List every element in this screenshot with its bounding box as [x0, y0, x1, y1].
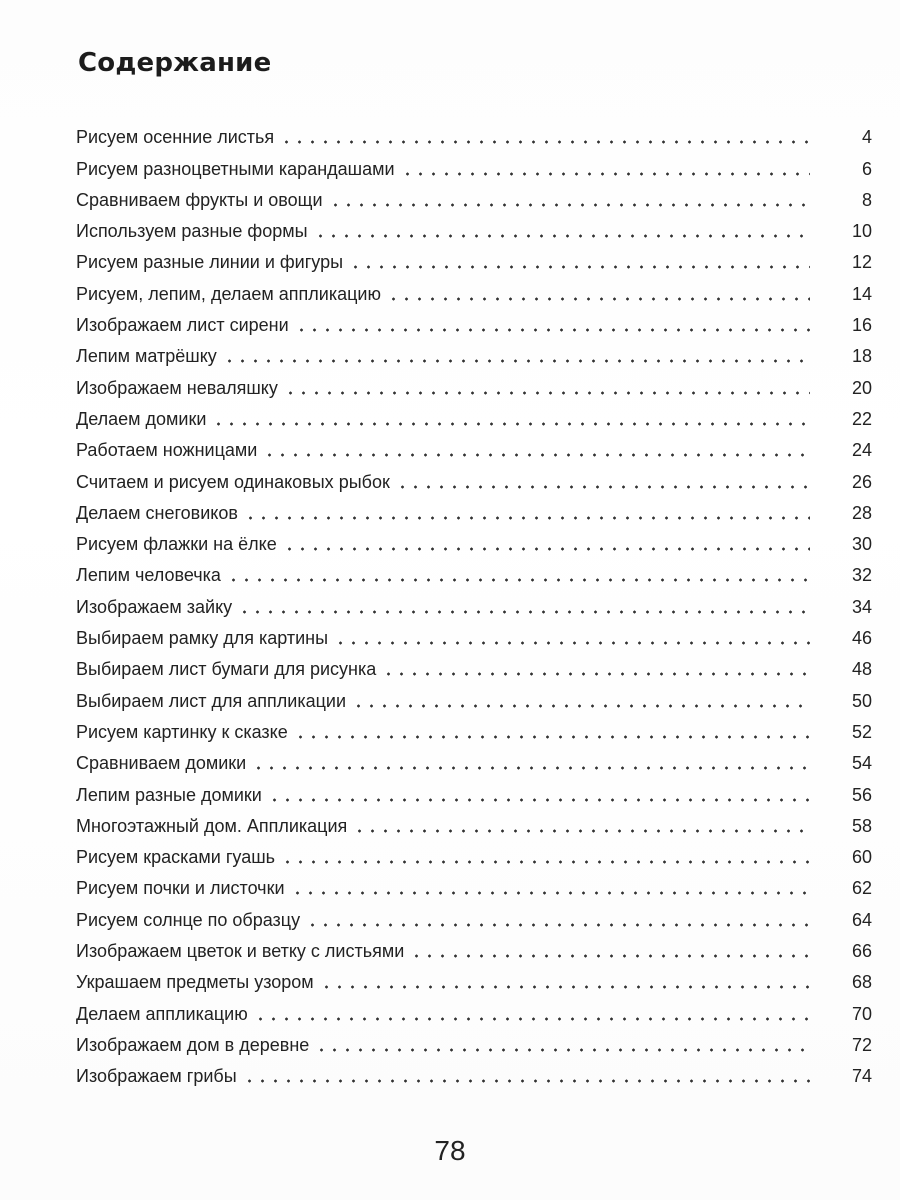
dot-leader: [329, 203, 810, 207]
toc-entry-page: 32: [851, 565, 872, 586]
toc-entry: [76, 1025, 872, 1056]
dot-leader: [223, 359, 810, 363]
toc-entry: [76, 242, 872, 273]
toc-entry-page: 68: [851, 972, 872, 993]
toc-entry-title: Изображаем дом в деревне: [76, 1034, 310, 1055]
page-number: 78: [434, 1135, 466, 1166]
toc-entry-title: Украшаем предметы узором: [76, 972, 314, 993]
toc-entry-title: Выбираем лист для аппликации: [76, 690, 347, 711]
toc-entry-title: Делаем аппликацию: [76, 1003, 248, 1024]
toc-entry: [76, 148, 872, 179]
dot-leader: [291, 891, 811, 895]
toc-entry: [76, 868, 872, 899]
toc-entry-page: 16: [851, 315, 872, 336]
toc-entry: [76, 1056, 872, 1087]
toc-entry-page: 58: [851, 815, 872, 836]
toc-entry-title: Лепим матрёшку: [76, 346, 217, 367]
toc-entry-page: 72: [851, 1034, 872, 1055]
toc-entry: [76, 305, 872, 336]
toc-entry: [76, 712, 872, 743]
toc-entry-title: Рисуем почки и листочки: [76, 878, 285, 899]
toc-entry: [76, 774, 872, 805]
dot-leader: [353, 829, 810, 833]
toc-entry: [76, 273, 872, 304]
dot-leader: [268, 798, 810, 802]
toc-entry-title: Делаем домики: [76, 408, 207, 429]
toc-entry-page: 30: [851, 534, 872, 555]
dot-leader: [295, 328, 810, 332]
toc-entry-title: Рисуем, лепим, делаем аппликацию: [76, 283, 381, 304]
toc-entry: [76, 399, 872, 430]
toc-entry-page: 74: [851, 1066, 872, 1087]
dot-leader: [263, 453, 810, 457]
toc-entry-title: Лепим человечка: [76, 565, 221, 586]
toc-entry: [76, 680, 872, 711]
toc-entry-page: 12: [851, 252, 872, 273]
toc-entry-title: Лепим разные домики: [76, 784, 262, 805]
toc-entry-page: 34: [851, 596, 872, 617]
toc-entry-title: Выбираем лист бумаги для рисунка: [76, 659, 377, 680]
toc-entry-page: 64: [851, 909, 872, 930]
toc-entry: [76, 743, 872, 774]
toc-entry: [76, 430, 872, 461]
dot-leader: [382, 672, 810, 676]
toc-entry: [76, 367, 872, 398]
toc-entry-page: 18: [851, 346, 872, 367]
toc-entry: [76, 837, 872, 868]
dot-leader: [401, 172, 810, 176]
toc-entry-title: Изображаем лист сирени: [76, 315, 289, 336]
toc-entry-title: Рисуем картинку к сказке: [76, 721, 288, 742]
toc-entry-title: Сравниваем фрукты и овощи: [76, 189, 323, 210]
toc-entry-page: 52: [851, 721, 872, 742]
table-of-contents: [76, 117, 872, 1087]
toc-entry: [76, 211, 872, 242]
toc-entry-page: 6: [861, 158, 872, 179]
toc-entry: [76, 180, 872, 211]
toc-entry: [76, 117, 872, 148]
toc-entry-page: 46: [851, 628, 872, 649]
toc-entry-page: 20: [851, 377, 872, 398]
toc-entry-title: Работаем ножницами: [76, 440, 258, 461]
toc-entry: [76, 461, 872, 492]
toc-entry-page: 14: [851, 283, 872, 304]
toc-entry: [76, 555, 872, 586]
dot-leader: [284, 391, 810, 395]
dot-leader: [252, 766, 810, 770]
toc-entry-title: Делаем снеговиков: [76, 502, 238, 523]
toc-entry-title: Рисуем разноцветными карандашами: [76, 158, 395, 179]
toc-entry-page: 22: [851, 408, 872, 429]
toc-entry: [76, 586, 872, 617]
toc-entry-page: 66: [851, 941, 872, 962]
toc-entry-title: Рисуем красками гуашь: [76, 847, 276, 868]
toc-entry-page: 24: [851, 440, 872, 461]
dot-leader: [227, 578, 810, 582]
page-title: Содержание: [78, 48, 272, 78]
dot-leader: [254, 1017, 810, 1021]
dot-leader: [238, 610, 810, 614]
toc-entry: [76, 931, 872, 962]
toc-entry-page: 60: [851, 847, 872, 868]
dot-leader: [334, 641, 810, 645]
toc-entry-page: 8: [861, 189, 872, 210]
toc-entry-title: Рисуем солнце по образцу: [76, 909, 301, 930]
toc-entry-title: Изображаем грибы: [76, 1066, 237, 1087]
toc-entry: [76, 993, 872, 1024]
toc-entry-title: Рисуем разные линии и фигуры: [76, 252, 344, 273]
toc-entry-title: Используем разные формы: [76, 221, 308, 242]
dot-leader: [410, 954, 810, 958]
toc-entry-page: 50: [851, 690, 872, 711]
toc-entry: [76, 899, 872, 930]
toc-entry-page: 28: [851, 502, 872, 523]
toc-entry-title: Изображаем цветок и ветку с листьями: [76, 941, 405, 962]
toc-entry-page: 56: [851, 784, 872, 805]
toc-entry-page: 48: [851, 659, 872, 680]
toc-entry-page: 70: [851, 1003, 872, 1024]
dot-leader: [281, 860, 810, 864]
dot-leader: [244, 516, 810, 520]
dot-leader: [396, 485, 810, 489]
dot-leader: [294, 735, 810, 739]
toc-entry-title: Изображаем неваляшку: [76, 377, 278, 398]
dot-leader: [352, 704, 810, 708]
dot-leader: [315, 1048, 810, 1052]
dot-leader: [243, 1079, 810, 1083]
toc-entry: [76, 649, 872, 680]
toc-entry-title: Сравниваем домики: [76, 753, 247, 774]
toc-entry-title: Рисуем флажки на ёлке: [76, 534, 277, 555]
toc-entry-title: Считаем и рисуем одинаковых рыбок: [76, 471, 390, 492]
dot-leader: [306, 923, 810, 927]
dot-leader: [320, 985, 810, 989]
toc-entry-title: Изображаем зайку: [76, 596, 233, 617]
dot-leader: [212, 422, 810, 426]
toc-entry-page: 54: [851, 753, 872, 774]
toc-entry: [76, 493, 872, 524]
toc-entry: [76, 524, 872, 555]
dot-leader: [280, 140, 810, 144]
toc-entry: [76, 618, 872, 649]
dot-leader: [349, 265, 810, 269]
toc-entry-title: Многоэтажный дом. Аппликация: [76, 815, 348, 836]
toc-entry: [76, 806, 872, 837]
toc-entry-page: 62: [851, 878, 872, 899]
toc-entry-title: Выбираем рамку для картины: [76, 628, 329, 649]
toc-entry-page: 26: [851, 471, 872, 492]
dot-leader: [283, 547, 810, 551]
dot-leader: [314, 234, 810, 238]
toc-entry-page: 4: [861, 127, 872, 148]
toc-entry: [76, 336, 872, 367]
dot-leader: [387, 297, 810, 301]
toc-entry-page: 10: [851, 221, 872, 242]
toc-entry: [76, 962, 872, 993]
toc-entry-title: Рисуем осенние листья: [76, 127, 275, 148]
